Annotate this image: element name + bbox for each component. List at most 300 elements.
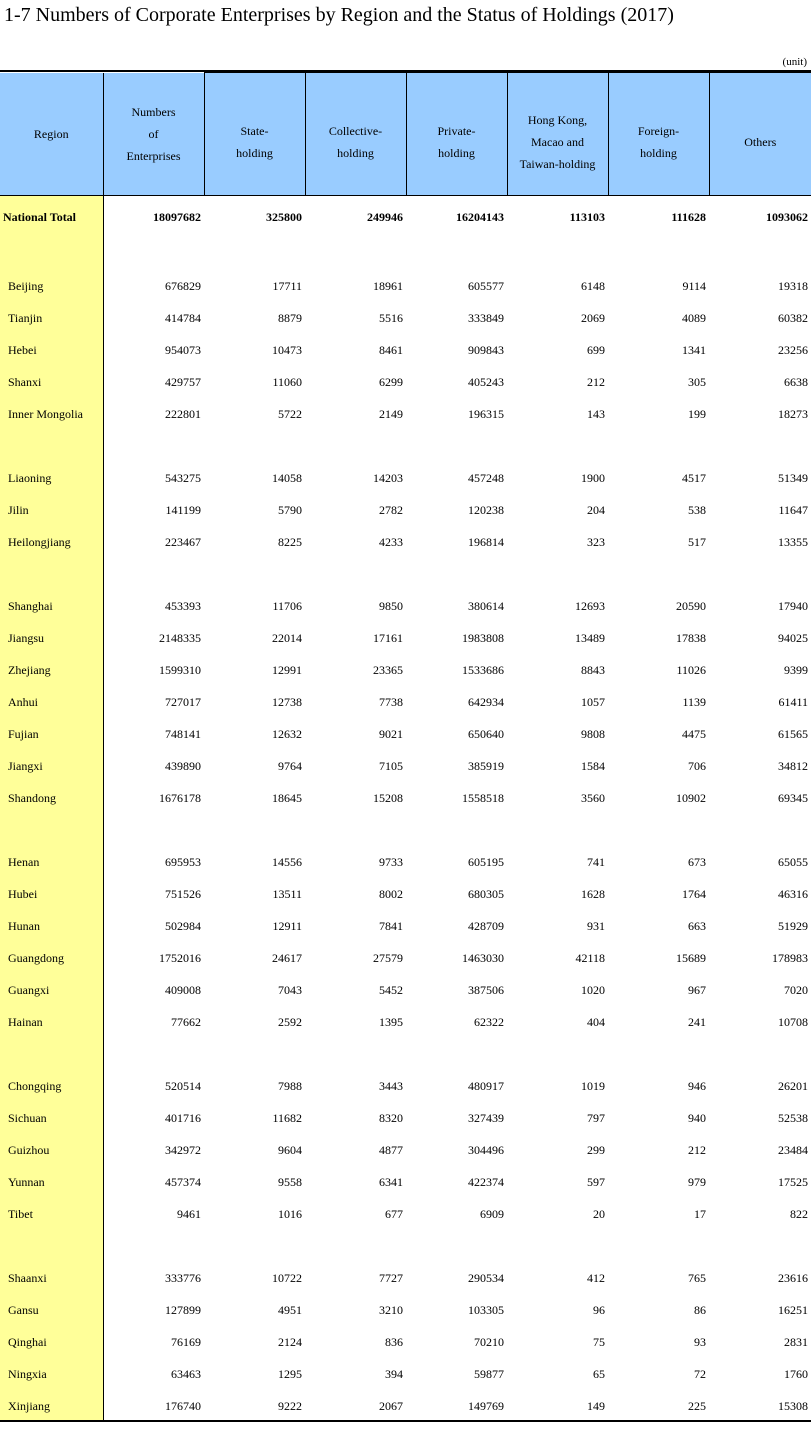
value-cell: 3560 xyxy=(581,790,605,805)
value-cell: 65055 xyxy=(778,854,808,869)
bottom-rule xyxy=(0,1420,811,1422)
value-cell: 2067 xyxy=(379,1398,403,1413)
header-line: holding xyxy=(236,146,273,160)
value-cell: 1760 xyxy=(784,1366,808,1381)
value-cell: 4233 xyxy=(379,534,403,549)
value-cell: 429757 xyxy=(165,374,201,389)
value-cell: 9733 xyxy=(379,854,403,869)
value-cell: 178983 xyxy=(772,950,808,965)
value-cell: 1900 xyxy=(581,470,605,485)
value-cell: 77662 xyxy=(171,1014,201,1029)
value-cell: 72 xyxy=(694,1366,706,1381)
value-cell: 909843 xyxy=(468,342,504,357)
value-cell: 6148 xyxy=(581,278,605,293)
spacer-cell xyxy=(103,558,811,590)
table-row xyxy=(0,1358,811,1390)
value-cell: 695953 xyxy=(165,854,201,869)
value-cell: 699 xyxy=(587,342,605,357)
value-cell: 5452 xyxy=(379,982,403,997)
value-cell: 394 xyxy=(385,1366,403,1381)
value-cell: 204 xyxy=(587,502,605,517)
value-cell: 642934 xyxy=(468,694,504,709)
value-cell: 61565 xyxy=(778,726,808,741)
value-cell: 7043 xyxy=(278,982,302,997)
value-cell: 241 xyxy=(688,1014,706,1029)
value-cell: 70210 xyxy=(474,1334,504,1349)
value-cell: 13489 xyxy=(575,630,605,645)
value-cell: 12911 xyxy=(272,918,302,933)
value-cell: 1463030 xyxy=(462,950,504,965)
value-cell: 11706 xyxy=(272,598,302,613)
value-cell: 6638 xyxy=(784,374,808,389)
value-cell: 8461 xyxy=(379,342,403,357)
header-hkmt xyxy=(507,73,608,196)
table-header xyxy=(0,73,811,196)
value-cell: 954073 xyxy=(165,342,201,357)
value-cell: 741 xyxy=(587,854,605,869)
table-row xyxy=(0,1006,811,1038)
header-region-label: Region xyxy=(33,126,69,141)
value-cell: 1983808 xyxy=(462,630,504,645)
value-cell: 59877 xyxy=(474,1366,504,1381)
table-row xyxy=(0,1102,811,1134)
region-name: Jiangsu xyxy=(0,622,103,654)
region-name: Beijing xyxy=(0,270,103,302)
value-cell: 9850 xyxy=(379,598,403,613)
value-cell: 2149 xyxy=(379,406,403,421)
value-cell: 13355 xyxy=(778,534,808,549)
header-line: Foreign- xyxy=(637,124,680,138)
value-cell: 17525 xyxy=(778,1174,808,1189)
value-cell: 14556 xyxy=(272,854,302,869)
header-state xyxy=(204,73,305,196)
value-cell: 20 xyxy=(593,1206,605,1221)
value-cell: 305 xyxy=(688,374,706,389)
value-cell: 1093062 xyxy=(766,209,808,224)
value-cell: 480917 xyxy=(468,1078,504,1093)
value-cell: 60382 xyxy=(778,310,808,325)
value-cell: 11647 xyxy=(778,502,808,517)
spacer-cell xyxy=(103,1230,811,1262)
value-cell: 439890 xyxy=(165,758,201,773)
header-line: of xyxy=(148,126,159,141)
value-cell: 4951 xyxy=(278,1302,302,1317)
value-cell: 2148335 xyxy=(159,630,201,645)
value-cell: 387506 xyxy=(468,982,504,997)
value-cell: 113103 xyxy=(569,209,605,224)
value-cell: 199 xyxy=(688,406,706,421)
table-row xyxy=(0,846,811,878)
value-cell: 103305 xyxy=(468,1302,504,1317)
region-spacer-cell xyxy=(0,238,103,270)
value-cell: 27579 xyxy=(373,950,403,965)
value-cell: 8225 xyxy=(278,534,302,549)
value-cell: 1341 xyxy=(682,342,706,357)
region-name: Hainan xyxy=(0,1006,103,1038)
header-collective xyxy=(305,73,406,196)
spacer-cell xyxy=(103,430,811,462)
value-cell: 650640 xyxy=(468,726,504,741)
value-cell: 333849 xyxy=(468,310,504,325)
value-cell: 1676178 xyxy=(159,790,201,805)
value-cell: 6909 xyxy=(480,1206,504,1221)
value-cell: 751526 xyxy=(165,886,201,901)
region-spacer-cell xyxy=(0,1230,103,1262)
value-cell: 94025 xyxy=(778,630,808,645)
value-cell: 17 xyxy=(694,1206,706,1221)
region-name: Hunan xyxy=(0,910,103,942)
value-cell: 249946 xyxy=(367,209,403,224)
value-cell: 7727 xyxy=(379,1270,403,1285)
value-cell: 9461 xyxy=(177,1206,201,1221)
region-name: Shaanxi xyxy=(0,1262,103,1294)
value-cell: 9222 xyxy=(278,1398,302,1413)
value-cell: 15689 xyxy=(676,950,706,965)
table-row xyxy=(0,782,811,814)
value-cell: 51349 xyxy=(778,470,808,485)
value-cell: 342972 xyxy=(165,1142,201,1157)
value-cell: 9021 xyxy=(379,726,403,741)
value-cell: 63463 xyxy=(171,1366,201,1381)
value-cell: 1628 xyxy=(581,886,605,901)
value-cell: 1139 xyxy=(682,694,706,709)
value-cell: 16204143 xyxy=(456,209,504,224)
value-cell: 836 xyxy=(385,1334,403,1349)
region-name: Gansu xyxy=(0,1294,103,1326)
table-row xyxy=(0,1262,811,1294)
value-cell: 120238 xyxy=(468,502,504,517)
value-cell: 10708 xyxy=(778,1014,808,1029)
value-cell: 12632 xyxy=(272,726,302,741)
value-cell: 23365 xyxy=(373,662,403,677)
value-cell: 18273 xyxy=(778,406,808,421)
value-cell: 8002 xyxy=(379,886,403,901)
value-cell: 4089 xyxy=(682,310,706,325)
value-cell: 222801 xyxy=(165,406,201,421)
group-spacer xyxy=(0,238,811,270)
value-cell: 7738 xyxy=(379,694,403,709)
value-cell: 401716 xyxy=(165,1110,201,1125)
value-cell: 6299 xyxy=(379,374,403,389)
table-row xyxy=(0,878,811,910)
value-cell: 673 xyxy=(688,854,706,869)
value-cell: 422374 xyxy=(468,1174,504,1189)
value-cell: 517 xyxy=(688,534,706,549)
header-line: Macao and xyxy=(531,135,584,149)
region-name: Chongqing xyxy=(0,1070,103,1102)
spacer-cell xyxy=(103,238,811,270)
table-row xyxy=(0,302,811,334)
value-cell: 176740 xyxy=(165,1398,201,1413)
value-cell: 8843 xyxy=(581,662,605,677)
value-cell: 412 xyxy=(587,1270,605,1285)
header-others xyxy=(709,73,811,196)
header-line: Collective- xyxy=(328,124,383,138)
table-row xyxy=(0,398,811,430)
value-cell: 18097682 xyxy=(153,209,201,224)
value-cell: 1019 xyxy=(581,1078,605,1093)
value-cell: 502984 xyxy=(165,918,201,933)
value-cell: 12693 xyxy=(575,598,605,613)
value-cell: 9399 xyxy=(784,662,808,677)
value-cell: 6341 xyxy=(379,1174,403,1189)
value-cell: 16251 xyxy=(778,1302,808,1317)
value-cell: 333776 xyxy=(165,1270,201,1285)
value-cell: 46316 xyxy=(778,886,808,901)
region-name: Liaoning xyxy=(0,462,103,494)
region-spacer-cell xyxy=(0,1038,103,1070)
value-cell: 17161 xyxy=(373,630,403,645)
value-cell: 23616 xyxy=(778,1270,808,1285)
region-name: Guangdong xyxy=(0,942,103,974)
value-cell: 34812 xyxy=(778,758,808,773)
region-name: Sichuan xyxy=(0,1102,103,1134)
header-line: holding xyxy=(640,146,677,160)
value-cell: 1020 xyxy=(581,982,605,997)
value-cell: 5516 xyxy=(379,310,403,325)
header-line: holding xyxy=(438,146,475,160)
region-name: Tibet xyxy=(0,1198,103,1230)
value-cell: 414784 xyxy=(165,310,201,325)
value-cell: 26201 xyxy=(778,1078,808,1093)
group-spacer xyxy=(0,558,811,590)
value-cell: 7841 xyxy=(379,918,403,933)
table-row xyxy=(0,622,811,654)
group-spacer xyxy=(0,430,811,462)
value-cell: 327439 xyxy=(468,1110,504,1125)
value-cell: 212 xyxy=(587,374,605,389)
value-cell: 8879 xyxy=(278,310,302,325)
value-cell: 86 xyxy=(694,1302,706,1317)
value-cell: 380614 xyxy=(468,598,504,613)
value-cell: 11682 xyxy=(272,1110,302,1125)
value-cell: 5790 xyxy=(278,502,302,517)
value-cell: 940 xyxy=(688,1110,706,1125)
value-cell: 290534 xyxy=(468,1270,504,1285)
value-cell: 946 xyxy=(688,1078,706,1093)
value-cell: 680305 xyxy=(468,886,504,901)
unit-label: (unit) xyxy=(782,56,807,68)
header-line: Enterprises xyxy=(126,148,181,163)
value-cell: 15208 xyxy=(373,790,403,805)
header-line: Others xyxy=(744,135,777,149)
value-cell: 2831 xyxy=(784,1334,808,1349)
region-spacer-cell xyxy=(0,814,103,846)
value-cell: 196814 xyxy=(468,534,504,549)
region-name: Guizhou xyxy=(0,1134,103,1166)
value-cell: 22014 xyxy=(272,630,302,645)
value-cell: 76169 xyxy=(171,1334,201,1349)
value-cell: 7105 xyxy=(379,758,403,773)
value-cell: 13511 xyxy=(272,886,302,901)
value-cell: 10722 xyxy=(272,1270,302,1285)
value-cell: 605577 xyxy=(468,278,504,293)
region-name: Zhejiang xyxy=(0,654,103,686)
table-row xyxy=(0,718,811,750)
value-cell: 143 xyxy=(587,406,605,421)
value-cell: 2069 xyxy=(581,310,605,325)
value-cell: 538 xyxy=(688,502,706,517)
value-cell: 428709 xyxy=(468,918,504,933)
value-cell: 9764 xyxy=(278,758,302,773)
value-cell: 7988 xyxy=(278,1078,302,1093)
value-cell: 17838 xyxy=(676,630,706,645)
group-spacer xyxy=(0,1230,811,1262)
value-cell: 676829 xyxy=(165,278,201,293)
page-title: 1-7 Numbers of Corporate Enterprises by Region and the Status of Holdings (2017) xyxy=(4,4,674,26)
value-cell: 149 xyxy=(587,1398,605,1413)
region-name: Guangxi xyxy=(0,974,103,1006)
value-cell: 748141 xyxy=(165,726,201,741)
table-row xyxy=(0,910,811,942)
value-cell: 520514 xyxy=(165,1078,201,1093)
value-cell: 10902 xyxy=(676,790,706,805)
value-cell: 11026 xyxy=(676,662,706,677)
value-cell: 931 xyxy=(587,918,605,933)
value-cell: 149769 xyxy=(468,1398,504,1413)
region-name: Hebei xyxy=(0,334,103,366)
value-cell: 385919 xyxy=(468,758,504,773)
value-cell: 1057 xyxy=(581,694,605,709)
value-cell: 18961 xyxy=(373,278,403,293)
table-row xyxy=(0,1198,811,1230)
value-cell: 3210 xyxy=(379,1302,403,1317)
spacer-cell xyxy=(103,1038,811,1070)
value-cell: 196315 xyxy=(468,406,504,421)
value-cell: 141199 xyxy=(165,502,201,517)
table-row xyxy=(0,1326,811,1358)
region-name: Qinghai xyxy=(0,1326,103,1358)
region-name: Jilin xyxy=(0,494,103,526)
value-cell: 9558 xyxy=(278,1174,302,1189)
value-cell: 225 xyxy=(688,1398,706,1413)
region-name: Fujian xyxy=(0,718,103,750)
table-row xyxy=(0,526,811,558)
region-spacer-cell xyxy=(0,430,103,462)
table-row xyxy=(0,750,811,782)
value-cell: 1584 xyxy=(581,758,605,773)
value-cell: 93 xyxy=(694,1334,706,1349)
value-cell: 19318 xyxy=(778,278,808,293)
header-private xyxy=(406,73,507,196)
value-cell: 1395 xyxy=(379,1014,403,1029)
value-cell: 17711 xyxy=(272,278,302,293)
header-line: Numbers xyxy=(131,104,176,119)
value-cell: 17940 xyxy=(778,598,808,613)
table-row xyxy=(0,686,811,718)
header-foreign xyxy=(608,73,709,196)
value-cell: 12991 xyxy=(272,662,302,677)
value-cell: 10473 xyxy=(272,342,302,357)
value-cell: 14058 xyxy=(272,470,302,485)
value-cell: 5722 xyxy=(278,406,302,421)
value-cell: 96 xyxy=(593,1302,605,1317)
header-region xyxy=(0,73,103,196)
table-row xyxy=(0,654,811,686)
value-cell: 15308 xyxy=(778,1398,808,1413)
value-cell: 75 xyxy=(593,1334,605,1349)
region-name: Xinjiang xyxy=(0,1390,103,1422)
value-cell: 2592 xyxy=(278,1014,302,1029)
value-cell: 663 xyxy=(688,918,706,933)
value-cell: 677 xyxy=(385,1206,403,1221)
table-row xyxy=(0,974,811,1006)
value-cell: 822 xyxy=(790,1206,808,1221)
value-cell: 1764 xyxy=(682,886,706,901)
table-row xyxy=(0,1390,811,1422)
value-cell: 11060 xyxy=(272,374,302,389)
table-row xyxy=(0,1166,811,1198)
value-cell: 1016 xyxy=(278,1206,302,1221)
region-name: Yunnan xyxy=(0,1166,103,1198)
value-cell: 9604 xyxy=(278,1142,302,1157)
value-cell: 1533686 xyxy=(462,662,504,677)
header-line: Private- xyxy=(437,124,476,138)
value-cell: 24617 xyxy=(272,950,302,965)
value-cell: 18645 xyxy=(272,790,302,805)
value-cell: 597 xyxy=(587,1174,605,1189)
value-cell: 23256 xyxy=(778,342,808,357)
value-cell: 62322 xyxy=(474,1014,504,1029)
value-cell: 65 xyxy=(593,1366,605,1381)
value-cell: 979 xyxy=(688,1174,706,1189)
table-row xyxy=(0,494,811,526)
value-cell: 20590 xyxy=(676,598,706,613)
spacer-cell xyxy=(103,814,811,846)
group-spacer xyxy=(0,814,811,846)
national-total-row xyxy=(0,196,811,239)
table-body xyxy=(0,196,811,1423)
header-line: Taiwan-holding xyxy=(519,157,596,171)
value-cell: 405243 xyxy=(468,374,504,389)
region-name: Tianjin xyxy=(0,302,103,334)
region-name: Inner Mongolia xyxy=(0,398,103,430)
value-cell: 69345 xyxy=(778,790,808,805)
value-cell: 2782 xyxy=(379,502,403,517)
value-cell: 23484 xyxy=(778,1142,808,1157)
value-cell: 3443 xyxy=(379,1078,403,1093)
table-row xyxy=(0,590,811,622)
table-row xyxy=(0,366,811,398)
value-cell: 9114 xyxy=(682,278,706,293)
value-cell: 212 xyxy=(688,1142,706,1157)
data-table xyxy=(0,72,811,1422)
region-name: National Total xyxy=(0,196,103,239)
region-name: Shanghai xyxy=(0,590,103,622)
region-name: Shandong xyxy=(0,782,103,814)
header-line: Hong Kong, xyxy=(527,113,588,127)
value-cell: 299 xyxy=(587,1142,605,1157)
table-row xyxy=(0,462,811,494)
value-cell: 2124 xyxy=(278,1334,302,1349)
header-line: State- xyxy=(240,124,269,138)
table-row xyxy=(0,1134,811,1166)
region-name: Heilongjiang xyxy=(0,526,103,558)
region-name: Shanxi xyxy=(0,366,103,398)
value-cell: 61411 xyxy=(778,694,808,709)
header-line: holding xyxy=(337,146,374,160)
value-cell: 409008 xyxy=(165,982,201,997)
table-row xyxy=(0,270,811,302)
value-cell: 453393 xyxy=(165,598,201,613)
value-cell: 543275 xyxy=(165,470,201,485)
value-cell: 4475 xyxy=(682,726,706,741)
region-name: Ningxia xyxy=(0,1358,103,1390)
value-cell: 4517 xyxy=(682,470,706,485)
value-cell: 7020 xyxy=(784,982,808,997)
region-spacer-cell xyxy=(0,558,103,590)
value-cell: 1558518 xyxy=(462,790,504,805)
